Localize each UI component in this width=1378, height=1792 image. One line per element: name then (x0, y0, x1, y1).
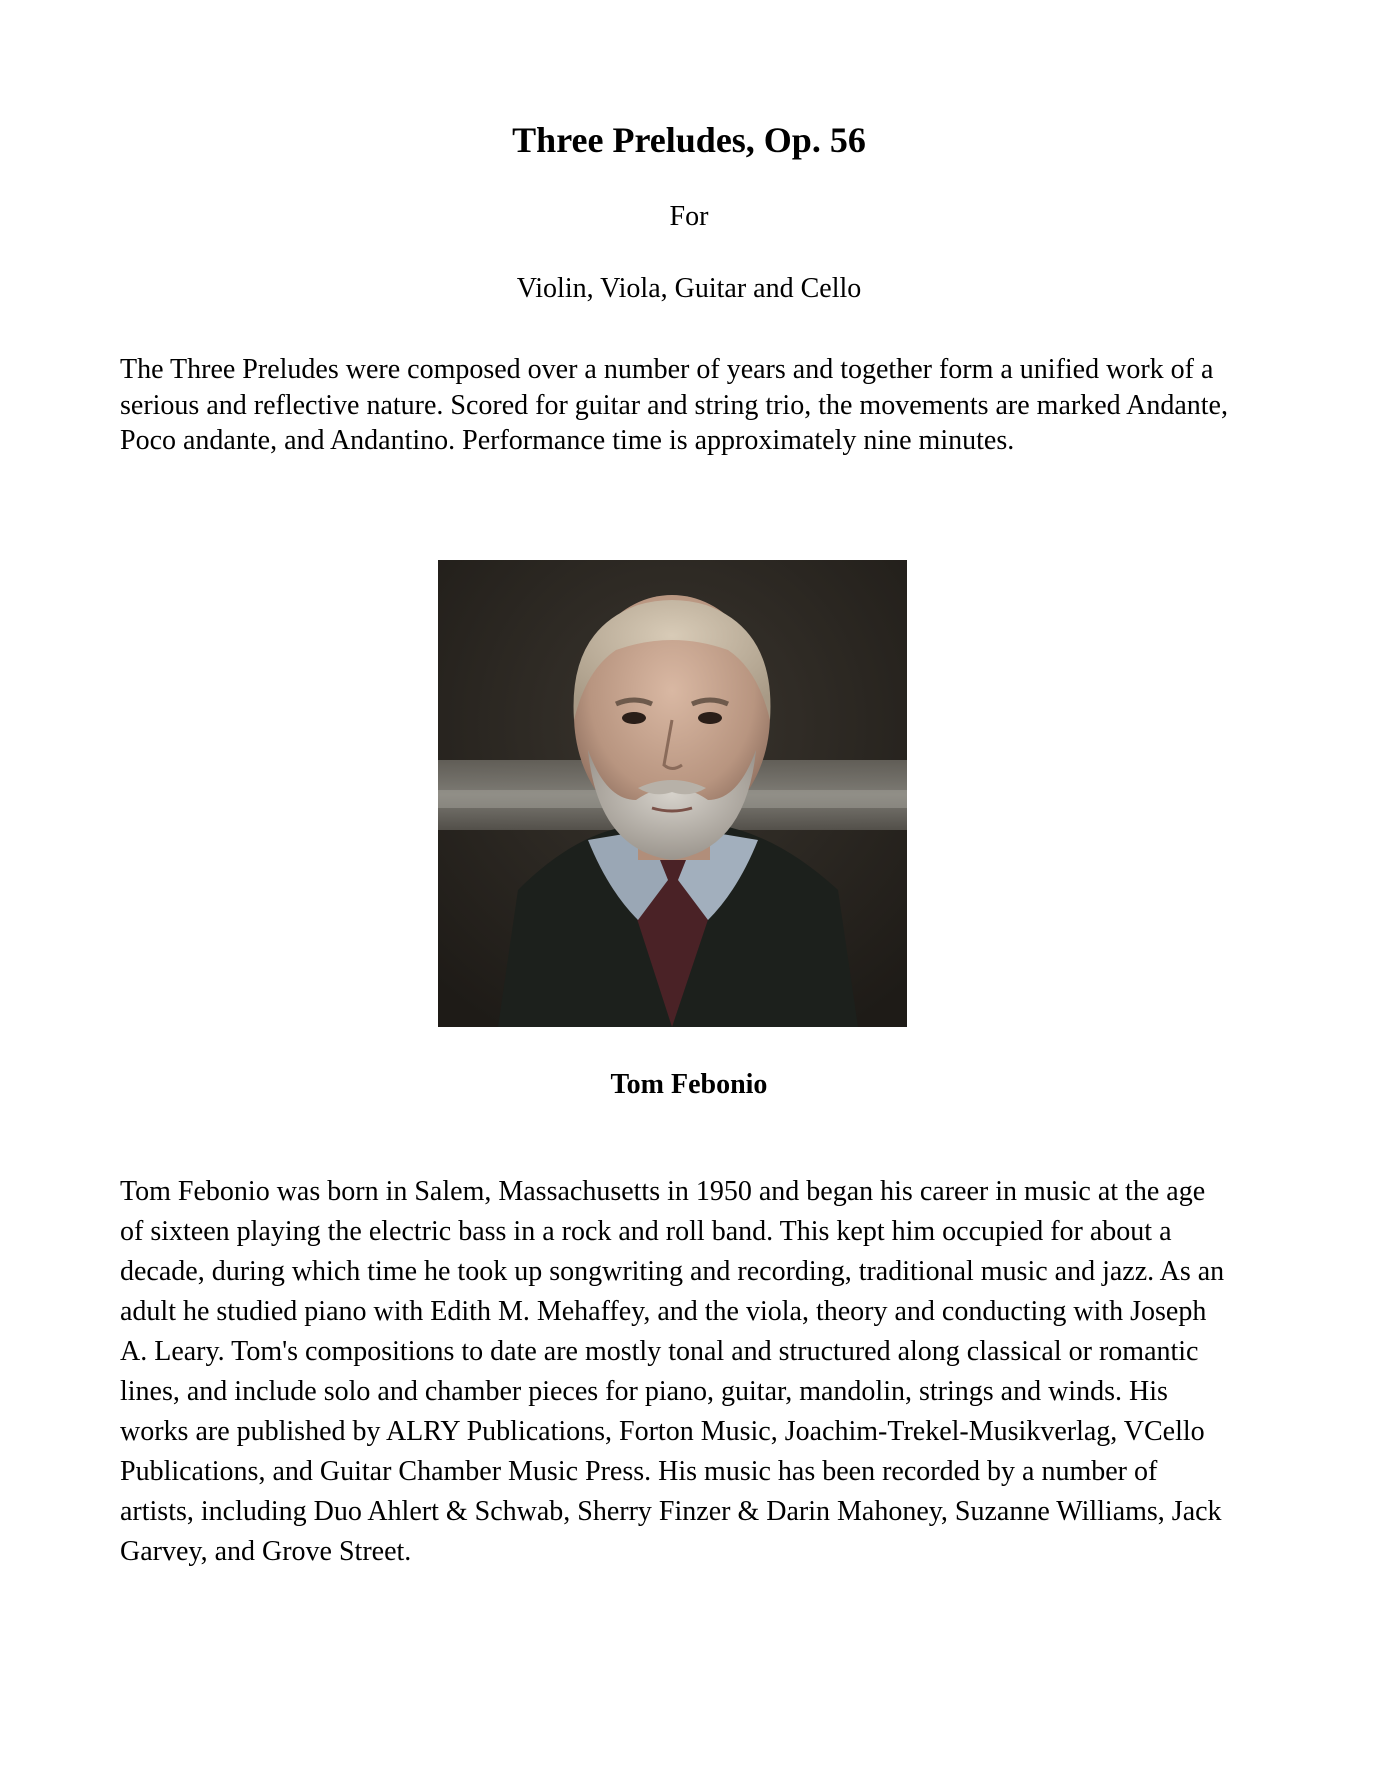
composer-portrait-photo (438, 560, 907, 1027)
page-title: Three Preludes, Op. 56 (512, 120, 866, 160)
composer-name: Tom Febonio (610, 1069, 768, 1100)
instrumentation-line: Violin, Viola, Guitar and Cello (516, 273, 862, 304)
work-description: The Three Preludes were composed over a number of years and together form a unified work of a serious and reflective nature. Scored for guitar and string trio, the movements are marked Andante, Poco andante, and Andantino. Performance time is approximately nine minutes. (120, 354, 1228, 456)
composer-biography: Tom Febonio was born in Salem, Massachusetts in 1950 and began his career in music at the age of sixteen playing the electric bass in a rock and roll band. This kept him occupied for about a decade, during which time he took up songwriting and recording, traditional music and jazz. As an adult he studied piano with Edith M. Mehaffey, and the viola, theory and conducting with Joseph A. Leary. Tom's compositions to date are mostly tonal and structured along classical or romantic lines, and include solo and chamber pieces for piano, guitar, mandolin, strings and winds. His works are published by ALRY Publications, Forton Music, Joachim-Trekel-Musikverlag, VCello Publications, and Guitar Chamber Music Press. His music has been recorded by a number of artists, including Duo Ahlert & Schwab, Sherry Finzer & Darin Mahoney, Suzanne Williams, Jack Garvey, and Grove Street. (120, 1176, 1225, 1567)
for-label: For (669, 201, 709, 232)
portrait-photo-icon (438, 560, 907, 1027)
